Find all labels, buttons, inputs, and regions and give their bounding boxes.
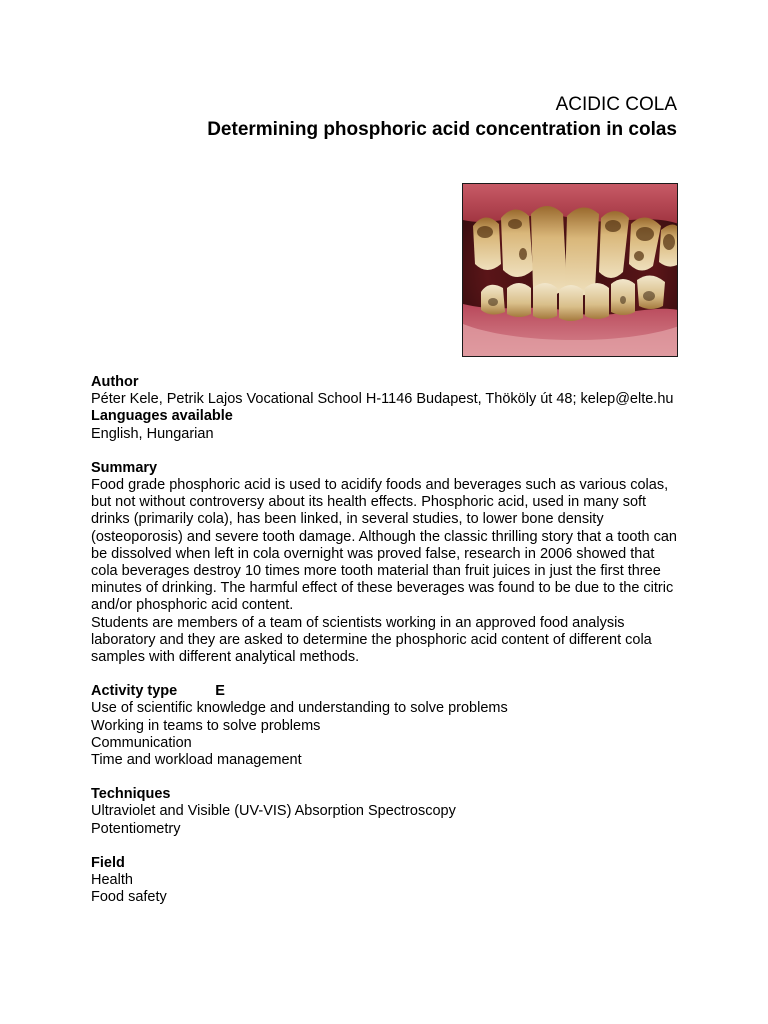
section-gap <box>91 838 681 855</box>
field-heading: Field <box>91 854 125 871</box>
summary-heading: Summary <box>91 459 158 476</box>
activity-item: Time and workload management <box>91 752 302 769</box>
title-line-2: Determining phosphoric acid concentration in colas <box>207 119 677 140</box>
document-title <box>77 92 677 142</box>
activity-item: Use of scientific knowledge and understanding to solve problems <box>91 700 508 717</box>
languages-text: English, Hungarian <box>91 425 214 442</box>
summary-paragraph-1: Food grade phosphoric acid is used to acidify foods and beverages such as various colas, but not without controversy about its health effects. Phosphoric acid, used in many soft drinks (primarily cola), has been linked, in several studies, to lower bone density (osteoporosis) and severe tooth damage. Although the classic thrilling story that a tooth can be dissolved when left in cola overnight was proved false, research in 2006 showed that cola beverages destroy 10 times more tooth material than fruit juices in just the first three minutes of drinking. The harmful effect of these beverages was found to be due to the citric and/or phosphoric acid content. <box>91 477 677 614</box>
activity-heading: Activity type <box>91 683 178 700</box>
author-heading: Author <box>91 374 139 390</box>
field-item: Food safety <box>91 889 167 906</box>
languages-heading: Languages available <box>91 408 233 425</box>
section-gap <box>91 666 681 683</box>
activity-item: Communication <box>91 734 192 751</box>
author-text: Péter Kele, Petrik Lajos Vocational School H-1146 Budapest, Thököly út 48; kelep@elte.hu <box>91 391 674 408</box>
activity-heading-line <box>91 683 681 700</box>
field-item: Health <box>91 872 133 889</box>
technique-item: Ultraviolet and Visible (UV-VIS) Absorption Spectroscopy <box>91 803 456 820</box>
damaged-teeth-photo <box>462 183 678 357</box>
activity-code: E <box>215 683 225 700</box>
section-gap <box>91 443 681 460</box>
section-gap <box>91 769 681 786</box>
technique-item: Potentiometry <box>91 820 181 837</box>
document-body <box>91 374 681 906</box>
title-line-1: ACIDIC COLA <box>555 94 677 115</box>
activity-item: Working in teams to solve problems <box>91 717 321 734</box>
techniques-heading: Techniques <box>91 786 171 803</box>
summary-paragraph-2: Students are members of a team of scientists working in an approved food analysis laboratory and they are asked to determine the phosphoric acid content of different cola samples with different analytical methods. <box>91 614 652 666</box>
